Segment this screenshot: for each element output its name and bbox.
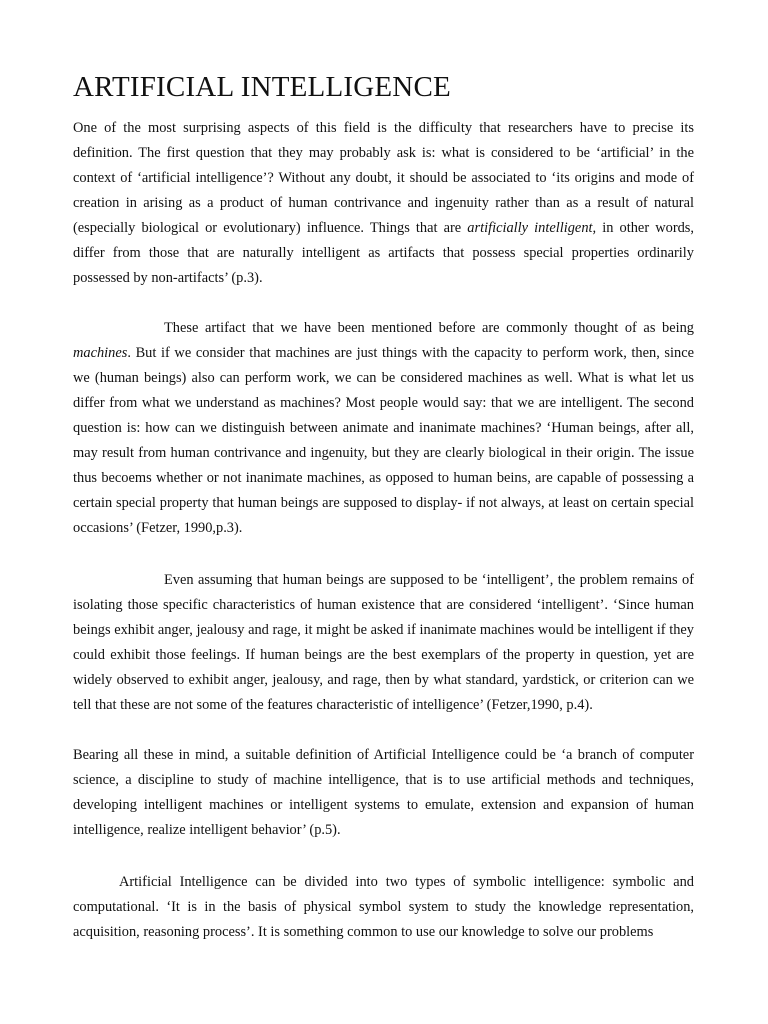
emphasis-text: machines [73, 345, 128, 361]
paragraph-ai-types: Artificial Intelligence can be divided into two types of symbolic intelligence: symbolic and computational. ‘It is in the basis of physical symbol system to study the knowledge representation, acquisition, reasoning process’. It is something common to use our knowledge to solve our problems [73, 874, 694, 940]
paragraph-artificial-definition [73, 116, 694, 291]
paragraph-text: in other words, differ from those that are naturally intelligent as artifacts that possess special properties ordinarily possessed by non-artifacts’ (p.3). [73, 220, 694, 286]
emphasis-text: artificially intelligent, [467, 220, 597, 236]
paragraph-machines [73, 316, 694, 541]
paragraph-text: One of the most surprising aspects of this field is the difficulty that researchers have to precise its definition. The first question that they may probably ask is: what is considered to be ‘artificial’ in the context of ‘artificial intelligence’? Without any doubt, it should be associated to ‘its origins and mode of creation in arising as a product of human contrivance and ingenuity rather than as a result of natural (especially biological or evolutionary) influence. Things that are [73, 120, 694, 236]
paragraph-text: . But if we consider that machines are just things with the capacity to perform work, then, since we (human beings) also can perform work, we can be considered machines as well. What is what let us differ from what we understand as machines? Most people would say: that we are intelligent. The second question is: how can we distinguish between animate and inanimate machines? ‘Human beings, after all, may result from human contrivance and ingenuity, but they are clearly biological in their origin. The issue thus becoems whether or not inanimate machines, as opposed to human beins, are capable of possessing a certain special property that human beings are supposed to display- if not always, at least on certain special occasions’ (Fetzer, 1990,p.3). [73, 345, 694, 536]
paragraph-ai-definition: Bearing all these in mind, a suitable definition of Artificial Intelligence could be ‘a branch of computer science, a discipline to study of machine intelligence, that is to use artificial methods and techniques, developing intelligent machines or intelligent systems to emulate, extension and expansion of human intelligence, realize intelligent behavior’ (p.5). [73, 747, 694, 838]
paragraph-intelligent-characteristics: Even assuming that human beings are supposed to be ‘intelligent’, the problem remains of isolating those specific characteristics of human existence that are considered ‘intelligent’. ‘Since human beings exhibit anger, jealousy and rage, it might be asked if inanimate machines would be intelligent if they could exhibit those feelings. If human beings are the best exemplars of the property in question, yet are widely observed to exhibit anger, jealousy, and rage, then by what standard, yardstick, or criterion can we tell that these are not some of the features characteristic of intelligence’ (Fetzer,1990, p.4). [73, 572, 694, 713]
document-title: ARTIFICIAL INTELLIGENCE [73, 71, 451, 103]
paragraph-text: These artifact that we have been mentioned before are commonly thought of as being [164, 320, 694, 336]
